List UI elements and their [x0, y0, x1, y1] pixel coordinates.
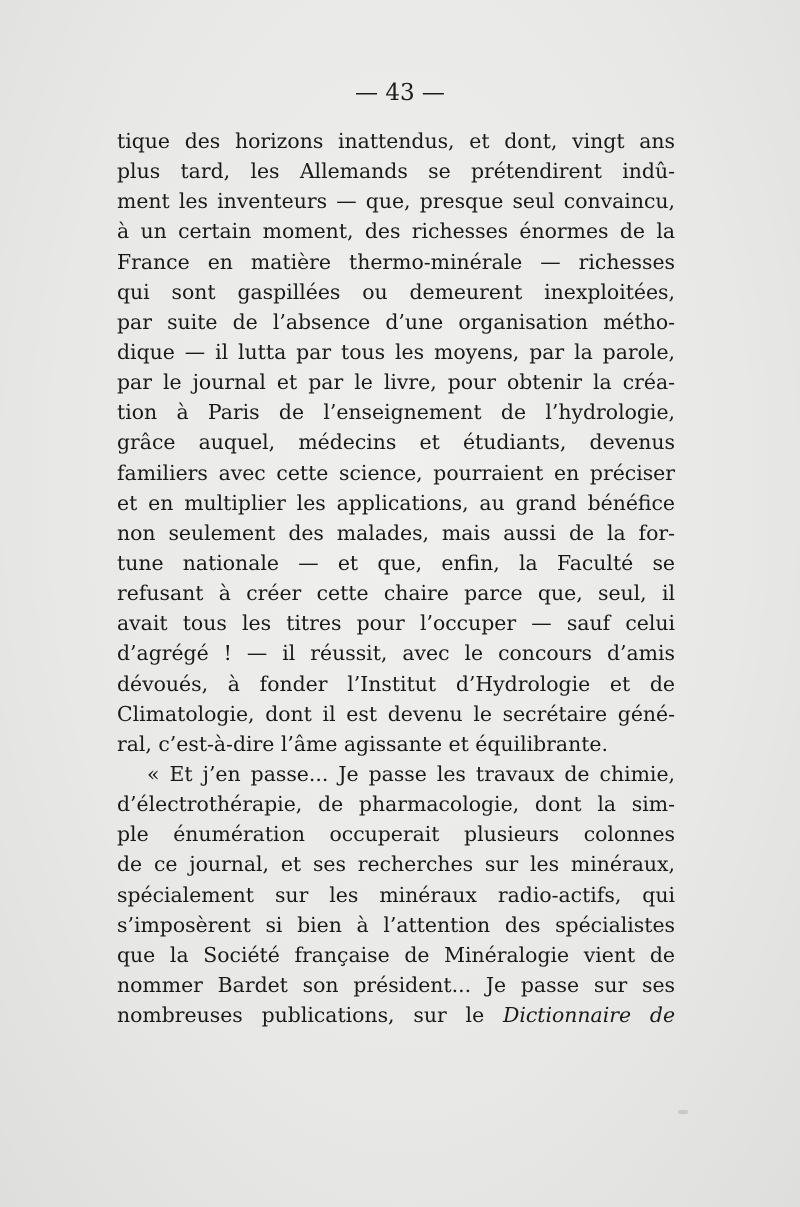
text-line: nommer Bardet son président... Je passe sur ses [117, 972, 675, 997]
text-line: de ce journal, et ses recherches sur les minéraux, [117, 852, 675, 877]
text-line: spécialement sur les minéraux radio-actifs, qui [117, 882, 675, 907]
text-line: avait tous les titres pour l’occuper — sauf celui [117, 611, 675, 636]
text-line: tique des horizons inattendus, et dont, vingt ans [117, 129, 675, 153]
text-line: dique — il lutta par tous les moyens, par la parole, [117, 339, 675, 364]
paper-speck [678, 1110, 688, 1114]
text-line: d’électrothérapie, de pharmacologie, dont la sim- [117, 792, 675, 817]
text-line: à un certain moment, des richesses énormes de la [117, 219, 675, 244]
paragraph-start-line: « Et j’en passe... Je passe les travaux de chimie, [147, 761, 675, 786]
text-line: que la Société française de Minéralogie vient de [117, 942, 675, 967]
text-line: par suite de l’absence d’une organisation métho- [117, 309, 675, 334]
text-line: familiers avec cette science, pourraient en préciser [117, 460, 675, 485]
final-line-start: nombreuses publications, sur le [117, 1003, 485, 1028]
text-line: qui sont gaspillées ou demeurent inexploitées, [117, 279, 675, 304]
paragraph-end-line: ral, c’est-à-dire l’âme agissante et équilibrante. [117, 731, 608, 756]
text-line: refusant à créer cette chaire parce que, seul, il [117, 581, 675, 606]
text-line: Climatologie, dont il est devenu le secrétaire géné- [117, 701, 675, 726]
text-line: d’agrégé ! — il réussit, avec le concours d’amis [117, 641, 675, 666]
text-line: et en multiplier les applications, au grand bénéfice [117, 490, 675, 515]
page-number: — 43 — [355, 80, 445, 106]
text-line: ment les inventeurs — que, presque seul convaincu, [117, 189, 675, 214]
text-line: s’imposèrent si bien à l’attention des spécialistes [117, 912, 675, 937]
italic-title: Dictionnaire de [503, 1003, 676, 1028]
text-line: tion à Paris de l’enseignement de l’hydrologie, [117, 400, 675, 425]
text-line: tune nationale — et que, enfin, la Faculté se [117, 550, 675, 575]
text-line: plus tard, les Allemands se prétendirent indû- [117, 159, 675, 184]
text-line: grâce auquel, médecins et étudiants, devenus [117, 430, 675, 455]
text-line: France en matière thermo-minérale — richesses [117, 249, 675, 274]
text-line: ple énumération occuperait plusieurs colonnes [117, 822, 675, 847]
text-line: dévoués, à fonder l’Institut d’Hydrologie et de [117, 671, 675, 696]
text-line: par le journal et par le livre, pour obtenir la créa- [117, 370, 675, 395]
final-text-line [117, 1000, 675, 1030]
text-line: non seulement des malades, mais aussi de la for- [117, 520, 675, 545]
body-text [117, 126, 675, 1030]
